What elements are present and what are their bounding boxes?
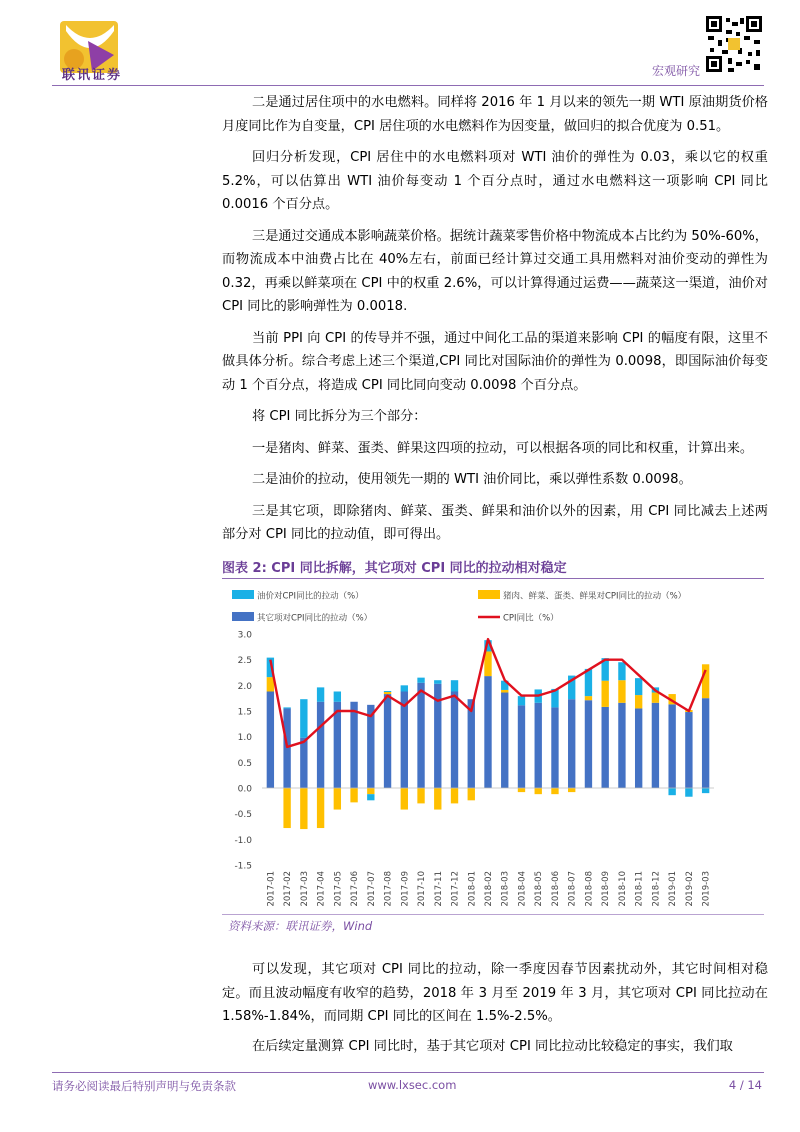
bar-segment (434, 680, 441, 684)
bar-segment (300, 738, 307, 788)
x-tick-label: 2018-03 (500, 871, 511, 907)
x-tick-label: 2018-01 (467, 871, 478, 907)
paragraph: 三是其它项，即除猪肉、鲜菜、蛋类、鲜果和油价以外的因素，用 CPI 同比减去上述两部分对 CPI 同比的拉动值，即可得出。 (222, 503, 768, 542)
x-tick-label: 2017-02 (283, 871, 294, 907)
x-tick-label: 2018-06 (550, 871, 561, 907)
x-tick-label: 2019-02 (684, 871, 695, 907)
legend-label: CPI同比（%） (503, 613, 559, 624)
x-tick-label: 2017-05 (333, 871, 344, 907)
figure-title: 图表 2: CPI 同比拆解，其它项对 CPI 同比的拉动相对稳定 (222, 561, 567, 576)
bar-segment (635, 678, 642, 695)
bar-segment (568, 788, 575, 792)
legend-swatch (478, 590, 500, 599)
x-tick-label: 2018-08 (584, 871, 595, 907)
bar-segment (618, 703, 625, 788)
paragraph: 在后续定量测算 CPI 同比时，基于其它项对 CPI 同比拉动比较稳定的事实，我们取 (252, 1038, 733, 1054)
bar-segment (334, 788, 341, 810)
y-tick-label: 2.5 (237, 656, 252, 667)
bar-segment (384, 694, 391, 788)
bar-segment (702, 664, 709, 698)
y-tick-label: 1.5 (237, 707, 252, 718)
bar-segment (602, 681, 609, 707)
bar-segment (618, 662, 625, 680)
x-tick-label: 2018-10 (617, 871, 628, 907)
legend-label: 油价对CPI同比的拉动（%） (257, 591, 364, 602)
bar-segment (367, 794, 374, 800)
paragraph: 可以发现，其它项对 CPI 同比的拉动，除一季度因春节因素扰动外，其它时间相对稳定。而且波动幅度有收窄的趋势，2018 年 3 月至 2019 年 3 月，其它项对 CPI 同比拉动在 1.58%-1.84%，而同期 CPI 同比的区间在 1.5%-2.5%。 (222, 962, 768, 1024)
bar-segment (652, 693, 659, 703)
bar-segment (283, 708, 290, 788)
x-tick-label: 2017-01 (266, 871, 277, 907)
bar-segment (518, 696, 525, 705)
bar-segment (668, 704, 675, 788)
bar-segment (501, 690, 508, 693)
bar-segment (518, 788, 525, 792)
x-tick-label: 2018-11 (634, 871, 645, 907)
y-tick-label: -1.5 (234, 861, 252, 872)
bar-segment (434, 788, 441, 810)
figure-divider (222, 578, 764, 579)
source-divider (222, 914, 764, 915)
bar-segment (585, 700, 592, 788)
x-tick-label: 2018-09 (601, 871, 612, 907)
qr-code-icon (704, 14, 764, 74)
bar-segment (602, 707, 609, 788)
x-tick-label: 2017-08 (383, 871, 394, 907)
paragraph: 当前 PPI 向 CPI 的传导并不强，通过中间化工品的渠道来影响 CPI 的幅度有限，这里不做具体分析。综合考虑上述三个渠道,CPI 同比对国际油价的弹性为 0.0098，即国际油价每变动 1 个百分点，将造成 CPI 同比同向变动 0.0098 个百分点。 (222, 330, 768, 393)
x-tick-label: 2017-03 (299, 871, 310, 907)
bar-segment (334, 691, 341, 701)
x-tick-label: 2018-05 (534, 871, 545, 907)
bar-segment (468, 699, 475, 788)
x-tick-label: 2019-01 (668, 871, 679, 907)
bar-segment (317, 702, 324, 788)
paragraph: 一是猪肉、鲜菜、蛋类、鲜果这四项的拉动，可以根据各项的同比和权重，计算出来。 (252, 440, 754, 456)
bar-segment (635, 708, 642, 788)
bar-segment (317, 788, 324, 828)
section-label: 宏观研究 (651, 64, 700, 78)
bar-segment (384, 691, 391, 692)
bar-segment (551, 788, 558, 794)
paragraph: 将 CPI 同比拆分为三个部分： (252, 409, 427, 424)
bar-segment (551, 707, 558, 788)
x-tick-label: 2017-11 (433, 871, 444, 907)
bar-segment (451, 680, 458, 691)
bar-segment (585, 669, 592, 696)
y-tick-label: -0.5 (234, 810, 252, 821)
header-divider (52, 85, 764, 86)
bar-segment (652, 703, 659, 788)
bar-segment (685, 712, 692, 788)
x-tick-label: 2017-09 (400, 871, 411, 907)
y-tick-label: 2.0 (237, 681, 252, 692)
bar-segment (300, 788, 307, 829)
y-tick-label: 0.0 (237, 784, 252, 795)
bar-segment (384, 692, 391, 694)
x-tick-label: 2017-06 (350, 871, 361, 907)
x-tick-label: 2017-12 (450, 871, 461, 907)
company-name: 联讯证券 (61, 68, 122, 83)
x-tick-label: 2018-02 (484, 871, 494, 907)
bar-segment (535, 703, 542, 788)
bar-segment (451, 691, 458, 788)
cpi-decomposition-chart (222, 582, 764, 912)
bar-segment (367, 788, 374, 794)
footer-divider (52, 1072, 764, 1073)
bar-segment (702, 698, 709, 788)
bar-segment (484, 676, 491, 788)
bar-segment (468, 788, 475, 800)
bar-segment (401, 788, 408, 810)
bar-segment (635, 695, 642, 708)
y-tick-label: 0.5 (237, 758, 252, 769)
y-tick-label: 3.0 (237, 630, 252, 641)
body-text-bottom (222, 958, 768, 1058)
bar-segment (417, 683, 424, 788)
bar-segment (535, 788, 542, 794)
bar-segment (300, 699, 307, 738)
body-text-top (222, 91, 768, 547)
bar-segment (501, 693, 508, 788)
legend-swatch (232, 612, 254, 621)
paragraph: 二是通过居住项中的水电燃料。同样将 2016 年 1 月以来的领先一期 WTI 原油期货价格月度同比作为自变量，CPI 居住项的水电燃料作为因变量，做回归的拟合优度为 0.51。 (222, 95, 768, 134)
bar-segment (350, 788, 357, 802)
footer-url[interactable]: www.lxsec.com (368, 1078, 457, 1092)
bar-segment (417, 788, 424, 803)
bar-segment (401, 685, 408, 691)
paragraph: 三是通过交通成本影响蔬菜价格。据统计蔬菜零售价格中物流成本占比约为 50%-60%，而物流成本中油费占比在 40%左右，前面已经计算过交通工具用燃料对油价变动的弹性为 0.32，再乘以鲜菜项在 CPI 中的权重 2.6%，可以计算得通过运费——蔬菜这一渠道，油价对 CPI 同比的影响弹性为 0.0018. (222, 228, 768, 314)
y-tick-label: -1.0 (234, 835, 252, 846)
x-tick-label: 2017-07 (366, 871, 377, 907)
paragraph: 二是油价的拉动，使用领先一期的 WTI 油价同比，乘以弹性系数 0.0098。 (252, 472, 692, 487)
y-tick-label: 1.0 (237, 733, 252, 744)
x-tick-label: 2018-04 (517, 871, 528, 907)
bar-segment (618, 680, 625, 703)
x-tick-label: 2019-03 (701, 871, 712, 907)
x-tick-label: 2018-07 (567, 871, 578, 907)
bar-segment (585, 696, 592, 700)
paragraph: 回归分析发现，CPI 居住中的水电燃料项对 WTI 油价的弹性为 0.03，乘以它的权重 5.2%，可以估算出 WTI 油价每变动 1 个百分点时，通过水电燃料这一项影响 CPI 同比 0.0016 个百分点。 (222, 150, 768, 212)
bar-segment (685, 788, 692, 797)
legend-label: 其它项对CPI同比的拉动（%） (257, 613, 373, 624)
footer-disclaimer[interactable]: 请务必阅读最后特别声明与免责条款 (52, 1079, 236, 1093)
figure-source: 资料来源：联讯证券，Wind (228, 919, 373, 933)
legend-swatch (232, 590, 254, 599)
legend-label: 猪肉、鲜菜、蛋类、鲜果对CPI同比的拉动（%） (503, 591, 687, 602)
bar-segment (283, 707, 290, 708)
bar-segment (317, 687, 324, 701)
bar-segment (568, 699, 575, 788)
bar-segment (350, 702, 357, 788)
x-tick-label: 2018-12 (651, 871, 662, 907)
bar-segment (417, 678, 424, 683)
bar-segment (668, 788, 675, 795)
x-tick-label: 2017-04 (316, 871, 327, 907)
x-tick-label: 2017-10 (417, 871, 428, 907)
bar-segment (518, 705, 525, 788)
bar-segment (283, 788, 290, 828)
page-number: 4 / 14 (728, 1078, 762, 1092)
bar-segment (702, 788, 709, 793)
bar-segment (451, 788, 458, 803)
bar-segment (267, 691, 274, 788)
